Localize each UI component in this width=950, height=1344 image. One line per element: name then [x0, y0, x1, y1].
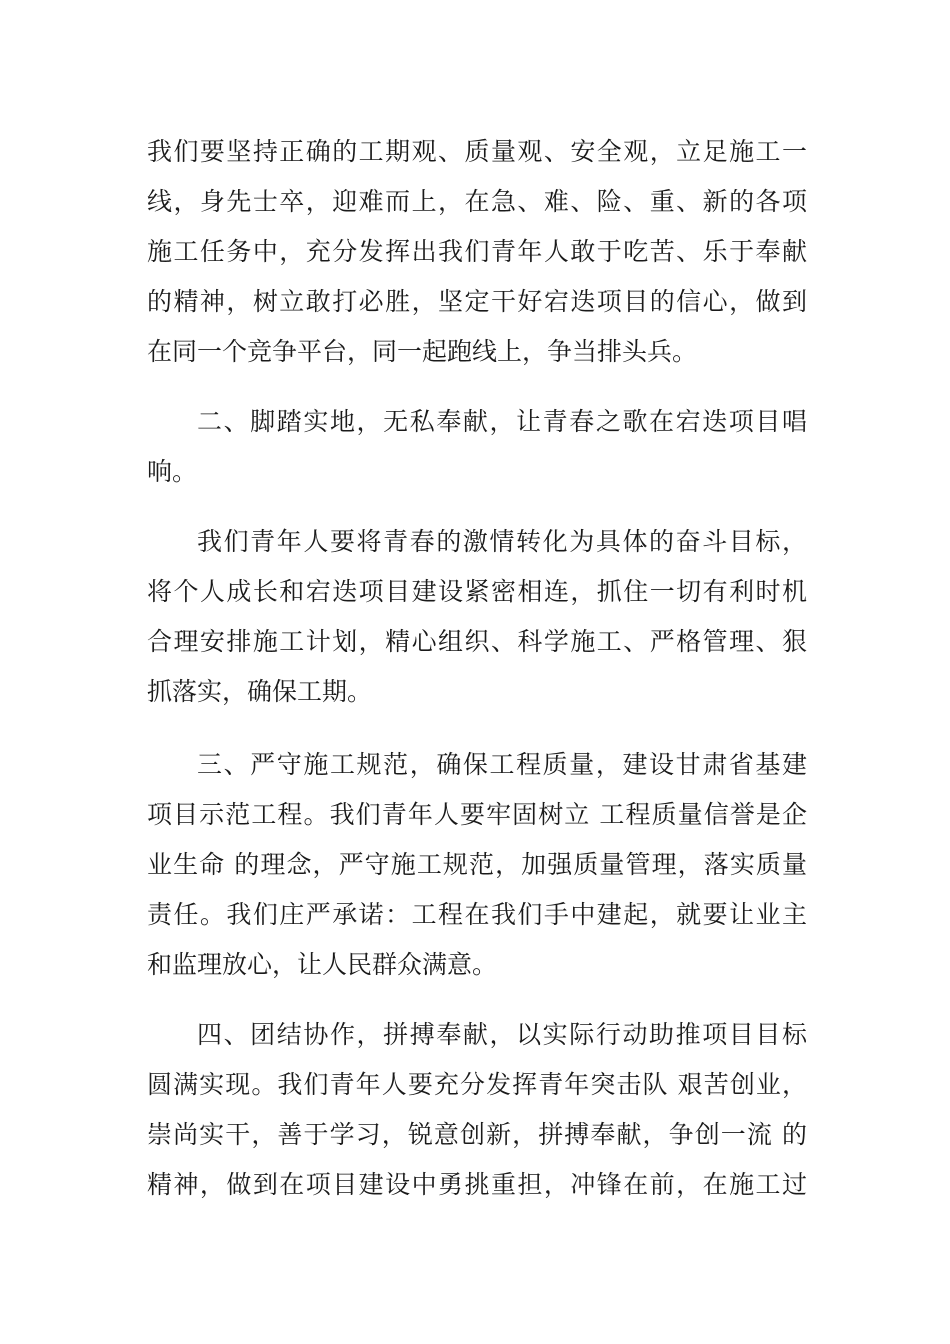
- paragraph-line: 业生命 的理念，严守施工规范，加强质量管理，落实质量: [147, 850, 807, 879]
- paragraph-line: 合理安排施工计划，精心组织、科学施工、严格管理、狠: [147, 627, 807, 656]
- paragraph-line: 线，身先士卒，迎难而上，在急、难、险、重、新的各项: [147, 187, 807, 216]
- paragraph-line: 施工任务中，充分发挥出我们青年人敢于吃苦、乐于奉献: [147, 237, 807, 266]
- paragraph-line: 的精神，树立敢打必胜，坚定干好宕迭项目的信心，做到: [147, 287, 807, 316]
- paragraph-line: 和监理放心，让人民群众满意。: [147, 950, 498, 979]
- section-heading-line: 二、脚踏实地，无私奉献，让青春之歌在宕迭项目唱: [197, 407, 807, 436]
- paragraph-line: 项目示范工程。我们青年人要牢固树立 工程质量信誉是企: [147, 800, 807, 829]
- paragraph-line: 崇尚实干，善于学习，锐意创新，拼搏奉献，争创一流 的: [147, 1120, 807, 1149]
- paragraph-line: 将个人成长和宕迭项目建设紧密相连，抓住一切有利时机: [147, 577, 807, 606]
- section-heading-line: 响。: [147, 457, 198, 486]
- section-heading-line: 三、严守施工规范，确保工程质量，建设甘肃省基建: [197, 750, 807, 779]
- paragraph-line: 我们要坚持正确的工期观、质量观、安全观，立足施工一: [147, 137, 807, 166]
- paragraph-line: 责任。我们庄严承诺：工程在我们手中建起，就要让业主: [147, 900, 807, 929]
- paragraph-line: 我们青年人要将青春的激情转化为具体的奋斗目标，: [197, 527, 807, 556]
- paragraph-line: 精神，做到在项目建设中勇挑重担，冲锋在前，在施工过: [147, 1170, 807, 1199]
- paragraph-line: 圆满实现。我们青年人要充分发挥青年突击队 艰苦创业，: [147, 1070, 807, 1099]
- paragraph-line: 在同一个竞争平台，同一起跑线上，争当排头兵。: [147, 337, 698, 366]
- paragraph-line: 抓落实，确保工期。: [147, 677, 373, 706]
- section-heading-line: 四、团结协作，拼搏奉献，以实际行动助推项目目标: [197, 1020, 807, 1049]
